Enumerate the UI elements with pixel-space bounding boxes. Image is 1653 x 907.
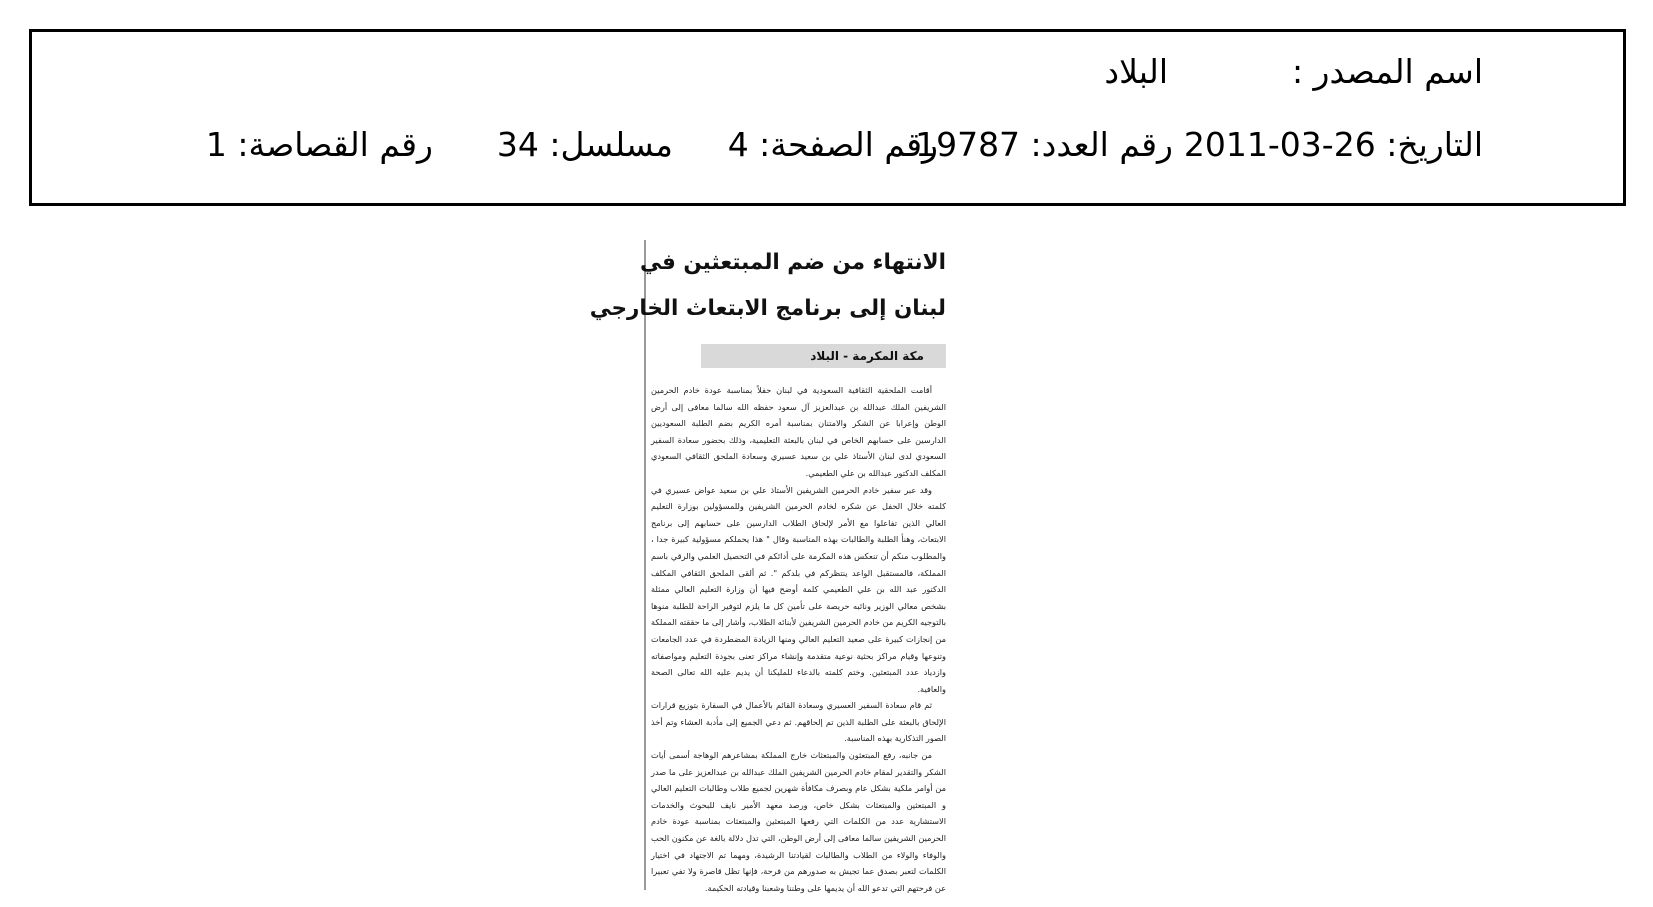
page-number-field: رقم الصفحة: 4 <box>727 125 938 164</box>
serial-field: مسلسل: 34 <box>496 125 673 164</box>
article-byline: مكة المكرمة - البلاد <box>701 344 946 368</box>
article-paragraph: ثم قام سعادة السفير العسيري وسعادة القائم بالأعمال في السفارة بتوزيع قرارات الإلحاق بالبعثة على الطلبة الذين تم إلحاقهم. ثم دعي الجميع إلى مأدبة العشاء وتم أخذ الصور التذكارية بهذه المناسبة. <box>651 700 946 744</box>
article-headline-line-2: لبنان إلى برنامج الابتعاث الخارجي <box>589 296 946 321</box>
clip-number-field: رقم القصاصة: 1 <box>205 125 433 164</box>
source-label: اسم المصدر : <box>1291 52 1483 91</box>
article-paragraph: وقد عبر سفير خادم الحرمين الشريفين الأستاذ علي بن سعيد عواض عسيري في كلمته خلال الحفل عن شكره لخادم الحرمين الشريفين وللمسؤولين بوزارة التعليم العالي الذين تفاعلوا مع الأمر لإلحاق الطلاب الدارسين على حسابهم إلى برنامج الابتعاث، وهنأ الطلبة والطالبات بهذه المناسبة وقال " هذا يحملكم مسؤولية كبيرة جدا ، والمطلوب منكم أن تنعكس هذه المكرمة على أدائكم في التحصيل العلمي والرقي باسم المملكة، فالمستقبل الواعد ينتظركم في بلدكم ". ثم ألقى الملحق الثقافي المكلف الدكتور عبد الله بن علي الطعيمي كلمة أوضح فيها أن وزارة التعليم العالي ممثلة بشخص معالي الوزير ونائبه حريصة على تأمين كل ما يلزم لتوفير الراحة للطلبة منوها بالتوجيه الكريم من خادم الحرمين الشريفين لأبنائه الطلاب، وأشار إلى ما حققته المملكة من إنجازات كبيرة على صعيد التعليم العالي ومنها الزيادة المضطردة في عدد الجامعات وتنوعها وقيام مراكز بحثية نوعية متقدمة وإنشاء مراكز تعنى بجودة التعليم ومواصفاته وازدياد عدد المبتعثين. وختم كلمته بالدعاء للمليكنا أن يديم عليه الله تعالى الصحة والعافية. <box>651 484 946 694</box>
article-body <box>651 382 946 896</box>
article-paragraph: أقامت الملحقية الثقافية السعودية في لبنان حفلاً بمناسبة عودة خادم الحرمين الشريفين الملك عبدالله بن عبدالعزيز آل سعود حفظه الله سالما معافى إلى أرض الوطن وإعرابا عن الشكر والامتنان بمناسبة أمره الكريم بضم الطلبة السعوديين الدارسين على حسابهم الخاص في لبنان بالبعثة التعليمية، وذلك بحضور سعادة السفير السعودي لدى لبنان الأستاذ علي بن سعيد عسيري وسعادة الملحق الثقافي السعودي المكلف الدكتور عبدالله بن علي الطعيمي. <box>651 385 946 478</box>
article-headline-line-1: الانتهاء من ضم المبتعثين في <box>640 250 946 275</box>
newspaper-clipping <box>589 240 956 893</box>
article-paragraph: من جانبه، رفع المبتعثون والمبتعثات خارج المملكة بمشاعرهم الوهاجة أسمى أيات الشكر والتقدير لمقام خادم الحرمين الشريفين الملك عبدالله بن عبدالعزيز على ما صدر من أوامر ملكية بشكل عام وبصرف مكافأة شهرين لجميع طلاب وطالبات التعليم العالي و المبتعثين والمبتعثات بشكل خاص، ورصد معهد الأمير نايف للبحوث والخدمات الاستشارية عدد من الكلمات التي رفعها المبتعثين والمبتعثات بمناسبة عودة خادم الحرمين الشريفين سالما معافى إلى أرض الوطن، التي تدل دلالة بالغة عن مكنون الحب والوفاء والولاء من الطلاب والطالبات لقيادتنا الرشيدة، ومهما تم الاجتهاد في اختيار الكلمات لتعبر بصدق عما تجيش به صدورهم من فرحة، فإنها تظل قاصرة ولا تفي تعبيرا عن فرحتهم التي تدعو الله أن يديمها على وطننا وشعبنا وقيادته الحكيمة. <box>651 750 946 893</box>
issue-number-field: رقم العدد: 19787 <box>915 125 1173 164</box>
source-value: البلاد <box>1104 52 1168 91</box>
date-field: التاريخ: 26-03-2011 <box>1183 125 1483 164</box>
